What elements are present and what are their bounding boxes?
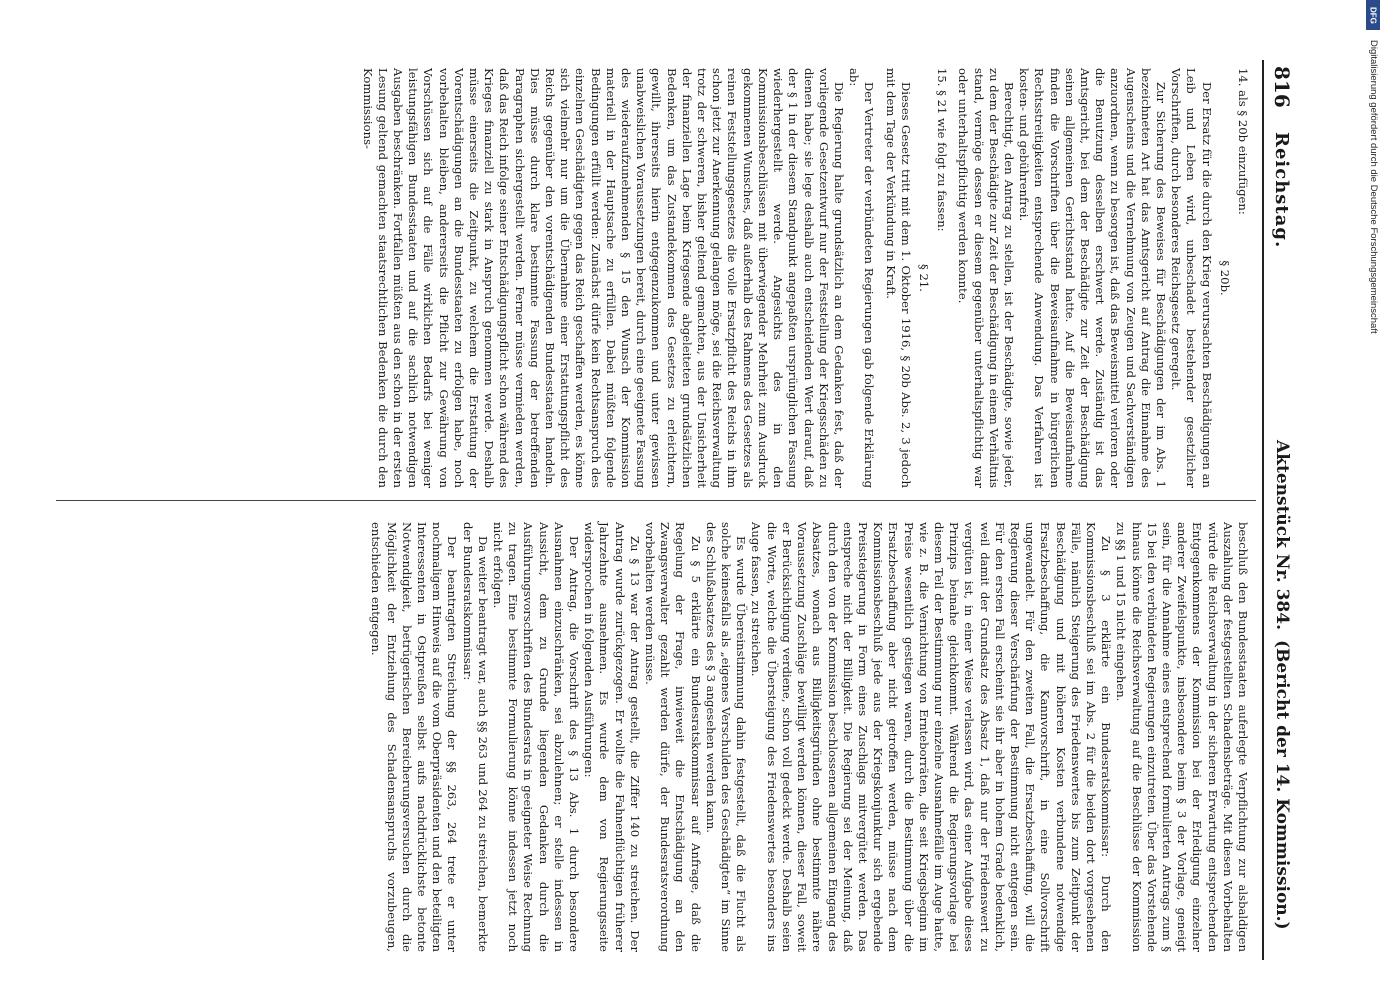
running-header bbox=[1260, 0, 1300, 1000]
page-number: 816 bbox=[1270, 66, 1294, 108]
section-21-heading: § 21. bbox=[916, 264, 931, 292]
paragraph: Da weiter beantragt war, auch §§ 263 und 264 zu streichen, bemerkte der Bundesratskommissar: bbox=[460, 522, 490, 952]
paragraph: Die Regierung halte grundsätzlich an dem Gedanken fest, daß der vorliegende Gesetzentwurf nur der Feststellung der Kriegsschäden zu dienen habe; sie lege deshalb auch entscheidenden Wert darauf, daß der § 1 in der diesem Standpunkt angepaßten ursprünglichen Fassung wiederhergestellt werde. Angesichts des in den Kommissionsbeschlüssen mit überwiegender Mehrheit zum Ausdruck gekommenen Wunsches, daß außerhalb des Rahmens des Gesetzes als reinen Feststellungsgesetzes die volle Ersatzpflicht des Reichs in ihm schon jetzt zur Anerkennung gelangen möge, sei die Reichsverwaltung trotz der schweren, bisher geltend gemachten, aus der Unsicherheit der finanziellen Lage beim Kriegsende abgeleiteten grundsätzlichen Bedenken, um das Zustandekommen des Gesetzes zu erleichtern, gewillt, ihrerseits hierin entgegenzukommen und unter gewissen unabweislichen Voraussetzungen bereit, durch eine geeignete Fassung des wiederaufzunehmenden § 15 den Wunsch der Kommission materiell in der Hauptsache zu erfüllen. Dabei müßten folgende Bedingungen erfüllt werden: Zunächst dürfe kein Rechtsanspruch des einzelnen Geschädigten gegen das Reich geschaffen werden, es könne sich vielmehr nur um die Übernahme einer Erstattungspflicht des Reichs gegenüber den vorentschädigenden Bundesstaaten handeln. Dies müsse durch klare bestimmte Fassung der betreffenden Paragraphen sichergestellt werden. Ferner müsse vermieden werden, daß das Reich infolge seiner Entschädigungspflicht schon während des Krieges finanziell zu stark in Anspruch genommen werde. Deshalb müsse einerseits die Zeitpunkt, zu welchem die Erstattung der Vorentschädigungen an die Bundesstaaten zu erfolgen habe, noch vorbehalten bleiben, andererseits die Pflicht zur Gewährung von Vorschüssen sich auf die Fälle wirklichen Bedarfs bei weniger leistungsfähigen Bundesstaaten und auf die sachlich notwendigen Ausgaben beschränken. Fortfallen müßten aus den schon in der ersten Lesung geltend gemachten staatsrechtlichen Bedenken die durch den Kommissions- bbox=[360, 68, 846, 488]
paragraph: Zu § 5 erklärte ein Bundesratskommissar auf Anfrage, daß die Regelung der Frage, inwieweit die Entschädigung an den Zwangsverwalter gezahlt werden dürfe, der Bundesratsverordnung vorbehalten werden müsse. bbox=[643, 522, 703, 952]
paragraph: Dieses Gesetz tritt mit dem 1. Oktober 1916, § 20b Abs. 2, 3 jedoch mit dem Tage der Verkündung in Kraft. bbox=[883, 68, 913, 488]
paragraph: Zur Sicherung des Beweises für Beschädigungen der im Abs. 1 bezeichneten Art hat das Amtsgericht auf Antrag die Einnahme des Augenscheins und die Vernehmung von Zeugen und Sachverständigen anzuordnen, wenn zu besorgen ist, daß das Beweismittel verloren oder die Benutzung desselben erschwert werde. Zuständig ist das Amtsgericht, bei dem der Beschädigte zur Zeit der Beschädigung seinen allgemeinen Gerichtsstand hatte. Auf die Beweisaufnahme finden die Vorschriften über die Beweisaufnahme in bürgerlichen Rechtsstreitigkeiten entsprechende Anwendung. Das Verfahren ist kosten- und gebührenfrei. bbox=[1017, 68, 1168, 488]
dfg-logo: DFG bbox=[1366, 0, 1380, 30]
header-left-title: Reichstag. bbox=[1271, 132, 1292, 249]
column-divider bbox=[56, 500, 1256, 501]
paragraph: Der Antrag, die Vorschrift des § 13 Abs. 1 durch besondere Ausnahmen einzuschränken, sei abzulehnen; er stelle indessen in Aussicht, dem zu Grunde liegenden Gedanken durch die Ausführungsvorschriften des Bundesrats in geeigneter Weise Rechnung zu tragen. Eine bestimmte Formulierung könne indessen jetzt noch nicht erfolgen. bbox=[491, 522, 582, 952]
left-column bbox=[359, 68, 1250, 488]
paragraph: Zu § 3 erklärte ein Bundesratskommissar: Durch den Kommissionsbeschluß sei im Abs. 2 für die beiden dort vorgesehenen Fälle, nämlich Steigerung des Friedenswertes bis zum Zeitpunkt der Beschädigung und mit höheren Kosten verbundene notwendige Ersatzbeschaffung, die Kannvorschrift, in eine Sollvorschrift ungewandelt. Für den zweiten Fall, die Ersatzbeschaffung, will die Regierung dieser Verschärfung der Bestimmung nicht entgegen sein. Für den ersten Fall erscheint sie ihr aber in hohem Grade bedenklich, weil damit der Grundsatz des Absatz 1, daß nur der Friedenswert zu vergüten ist, in einer Weise verlassen wird, das einer Aufgabe dieses Prinzips beinahe gleichkommt. Während die Regierungsvorlage bei diesem Teil der Bestimmung nur einzelne Ausnahmefälle im Auge hatte, wie z. B. die Vernichtung von Ernteborräten, die seit Kriegsbeginn im Preise wesentlich gestiegen waren, durch die Bestimmung über die Ersatzbeschaffung aber nicht getroffen werden, müsse nach dem Kommissionsbeschluß jede aus der Kriegskonjunktur sich ergebende Preissteigerung in Form eines Zuschlags mitvergütet werden. Das entspreche nicht der Billigkeit. Die Regierung sei der Meinung, daß durch den von der Kommission beschlossenen allgemeinen Eingang des Absatzes, wonach aus Billigkeitsgründen ohne bestimmte nähere Voraussetzung Zuschläge bewilligt werden können, dieser Fall, soweit er Berücksichtigung verdiene, schon voll gedeckt werde. Deshalb seien die Worte, welche die Übersteigung des Friedenswertes besonders ins Auge fassen, zu streichen. bbox=[749, 522, 1114, 952]
item-14-intro: 14. als § 20b einzufügen: bbox=[1236, 68, 1250, 215]
header-rule bbox=[1262, 60, 1264, 960]
paragraph: Es wurde Übereinstimmung dahin festgestellt, daß die Flucht als solche keinesfalls als „eigenes Verschulden des Geschädigten“ im Sinne des Schlußabsatzes des § 3 angesehen werden kann. bbox=[703, 522, 749, 952]
paragraph: Berechtigt, den Antrag zu stellen, ist der Beschädigte, sowie jeder, zu dem der Beschädigte zur Zeit der Beschädigung in einem Verhältnis stand, vermöge dessen er diesem gegenüber unterhaltspflichtig war oder unterhaltspflichtig werden konnte. bbox=[956, 68, 1016, 488]
paragraph: Der beantragten Streichung der §§ 263, 264 trete er unter nochmaligem Hinweis auf die vom Oberpräsidenten und den beteiligten Interessenten in Ostpreußen selbst aufs nachdrücklichste betonte Notwendigkeit, betrügerischen Bereicherungsversuchen durch die Möglichkeit der Entziehung des Schadensanspruchs vorzubeugen, entschieden entgegen. bbox=[369, 522, 460, 952]
paragraph: beschluß den Bundesstaaten auferlegte Verpflichtung zur alsbaldigen Auszahlung der festgestellten Schadensbeträge. Mit diesen Vorbehalten würde die Reichsverwaltung in der sicheren Erwartung entsprechenden Entgegenkommens der Kommission bei der Erledigung einzelner anderer Zweifelspunkte, insbesondere beim § 3 der Vorlage, geneigt sein, für die Annahme eines entsprechend formulierten Antrags zum § 15 bei den verbündeten Regierungen einzutreten. Über das Vorstehende hinaus könne die Reichsverwaltung auf die Beschlüsse der Kommission zu §§ 1 und 15 nicht eingehen. bbox=[1114, 522, 1250, 952]
digitization-note: Digitalisierung gefördert durch die Deutsche Forschungsgemeinschaft bbox=[1368, 40, 1379, 334]
section-20b-heading: § 20b. bbox=[1217, 260, 1232, 296]
item-15-intro: 15. § 21 wie folgt zu fassen: bbox=[935, 68, 950, 232]
paragraph: Der Vertreter der verbündeten Regierungen gab folgende Erklärung ab: bbox=[847, 68, 877, 488]
paragraph: Zu § 13 war der Antrag gestellt, die Ziffer 140 zu streichen. Der Antrag wurde zurückgezogen. Er wollte die Fahnenflüchtigen früherer Jahrzehnte ausnehmen. Es wurde dem von Regierungsseite widersprochen in folgenden Ausführungen: bbox=[582, 522, 642, 952]
header-middle-title: Aktenstück Nr. 384. bbox=[1272, 440, 1292, 631]
paragraph: Der Ersatz für die durch den Krieg verursachten Beschädigungen an Leib und Leben wird, unbeschadet bestehender gesetzlicher Vorschriften, durch besonderes Reichsgesetz geregelt. bbox=[1169, 68, 1214, 488]
right-column bbox=[368, 522, 1250, 952]
header-right-title: (Bericht der 14. Kommission.) bbox=[1272, 640, 1292, 930]
